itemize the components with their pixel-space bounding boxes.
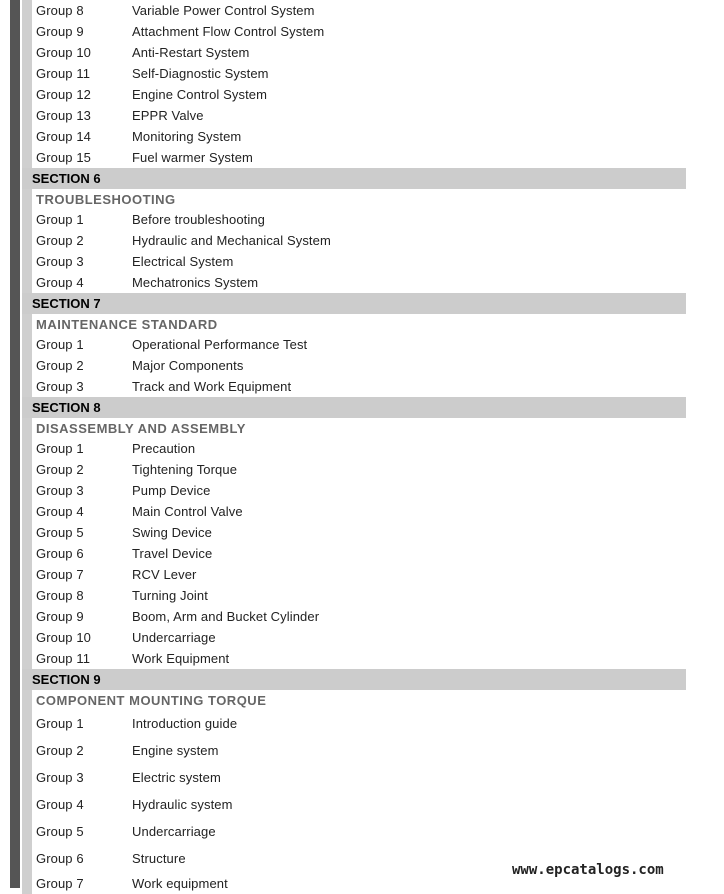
toc-row[interactable] [32, 791, 686, 818]
group-title: Work equipment [132, 875, 228, 891]
toc-row[interactable] [32, 272, 686, 293]
section-header[interactable]: SECTION 9 [22, 669, 686, 690]
group-title: Pump Device [132, 483, 211, 498]
group-number: Group 1 [36, 441, 84, 456]
section-header[interactable]: SECTION 7 [22, 293, 686, 314]
toc-row[interactable] [32, 737, 686, 764]
group-title: Fuel warmer System [132, 150, 253, 165]
group-number: Group 10 [36, 45, 92, 60]
group-number: Group 2 [36, 743, 84, 758]
section-header[interactable]: SECTION 6 [22, 168, 686, 189]
toc-row[interactable] [32, 230, 686, 251]
toc-row[interactable] [32, 63, 686, 84]
group-number: Group 14 [36, 129, 92, 144]
group-title: Tightening Torque [132, 462, 238, 477]
section-5-group-list [22, 0, 686, 168]
group-number: Group 2 [36, 233, 84, 248]
section-7-group-list [22, 314, 686, 397]
toc-row[interactable] [32, 105, 686, 126]
group-title: Mechatronics System [132, 275, 259, 290]
toc-row[interactable] [32, 376, 686, 397]
group-title: Travel Device [132, 546, 213, 561]
group-title: Major Components [132, 358, 244, 373]
group-title: Self-Diagnostic System [132, 66, 269, 81]
group-number: Group 10 [36, 630, 92, 645]
table-of-contents [22, 0, 686, 894]
toc-row[interactable] [32, 42, 686, 63]
section-header[interactable]: SECTION 8 [22, 397, 686, 418]
toc-row[interactable] [32, 126, 686, 147]
group-title: Main Control Valve [132, 504, 243, 519]
toc-row[interactable] [32, 522, 686, 543]
group-number: Group 4 [36, 275, 84, 290]
toc-row[interactable] [32, 585, 686, 606]
group-number: Group 8 [36, 3, 84, 18]
group-title: Engine Control System [132, 87, 268, 102]
group-number: Group 5 [36, 824, 84, 839]
group-number: Group 7 [36, 875, 84, 891]
group-title: Structure [132, 851, 186, 866]
section-title: TROUBLESHOOTING [36, 191, 176, 207]
toc-row[interactable] [32, 21, 686, 42]
group-number: Group 1 [36, 716, 84, 731]
toc-row[interactable] [32, 480, 686, 501]
group-title: Hydraulic and Mechanical System [132, 233, 331, 248]
toc-row[interactable] [32, 627, 686, 648]
group-number: Group 5 [36, 525, 84, 540]
group-title: Undercarriage [132, 824, 216, 839]
watermark-text: www.epcatalogs.com [512, 862, 664, 878]
section-8-group-list [22, 418, 686, 669]
group-number: Group 7 [36, 567, 84, 582]
section-title: MAINTENANCE STANDARD [36, 316, 218, 332]
group-title: EPPR Valve [132, 108, 204, 123]
section-title: DISASSEMBLY AND ASSEMBLY [36, 420, 246, 436]
group-title: Engine system [132, 743, 219, 758]
toc-row[interactable] [32, 543, 686, 564]
group-number: Group 9 [36, 24, 84, 39]
group-number: Group 2 [36, 462, 84, 477]
toc-row[interactable] [32, 84, 686, 105]
toc-row[interactable] [32, 710, 686, 737]
toc-row[interactable] [32, 0, 686, 21]
group-title: Before troubleshooting [132, 212, 266, 227]
group-number: Group 4 [36, 797, 84, 812]
toc-row[interactable] [32, 459, 686, 480]
group-number: Group 2 [36, 358, 84, 373]
group-title: Track and Work Equipment [132, 379, 292, 394]
group-number: Group 1 [36, 212, 84, 227]
group-number: Group 6 [36, 546, 84, 561]
toc-row[interactable] [32, 564, 686, 585]
group-number: Group 12 [36, 87, 92, 102]
group-number: Group 13 [36, 108, 92, 123]
toc-row[interactable] [32, 501, 686, 522]
group-title: Undercarriage [132, 630, 216, 645]
group-title: Attachment Flow Control System [132, 24, 325, 39]
toc-row[interactable] [32, 334, 686, 355]
group-title: Operational Performance Test [132, 337, 308, 352]
group-title: Work Equipment [132, 651, 230, 666]
section-title: COMPONENT MOUNTING TORQUE [36, 692, 267, 708]
toc-row[interactable] [32, 648, 686, 669]
group-title: Turning Joint [132, 588, 208, 603]
toc-row[interactable] [32, 438, 686, 459]
group-number: Group 3 [36, 770, 84, 785]
toc-row[interactable] [32, 251, 686, 272]
toc-row[interactable] [32, 355, 686, 376]
section-6-group-list [22, 189, 686, 293]
group-number: Group 3 [36, 483, 84, 498]
toc-row[interactable] [32, 764, 686, 791]
group-number: Group 15 [36, 150, 92, 165]
group-number: Group 11 [36, 66, 91, 81]
group-title: Monitoring System [132, 129, 242, 144]
group-title: Hydraulic system [132, 797, 233, 812]
group-number: Group 4 [36, 504, 84, 519]
left-margin-bar [10, 0, 20, 888]
group-number: Group 11 [36, 651, 91, 666]
group-number: Group 3 [36, 254, 84, 269]
group-number: Group 8 [36, 588, 84, 603]
group-number: Group 1 [36, 337, 84, 352]
group-title: Precaution [132, 441, 196, 456]
group-title: RCV Lever [132, 567, 197, 582]
group-title: Boom, Arm and Bucket Cylinder [132, 609, 320, 624]
group-title: Introduction guide [132, 716, 238, 731]
toc-row[interactable] [32, 818, 686, 845]
group-number: Group 9 [36, 609, 84, 624]
toc-row[interactable] [32, 209, 686, 230]
group-title: Swing Device [132, 525, 212, 540]
group-number: Group 6 [36, 851, 84, 866]
group-title: Anti-Restart System [132, 45, 250, 60]
group-number: Group 3 [36, 379, 84, 394]
toc-row[interactable] [32, 606, 686, 627]
toc-row[interactable] [32, 147, 686, 168]
group-title: Electrical System [132, 254, 234, 269]
group-title: Electric system [132, 770, 221, 785]
group-title: Variable Power Control System [132, 3, 315, 18]
